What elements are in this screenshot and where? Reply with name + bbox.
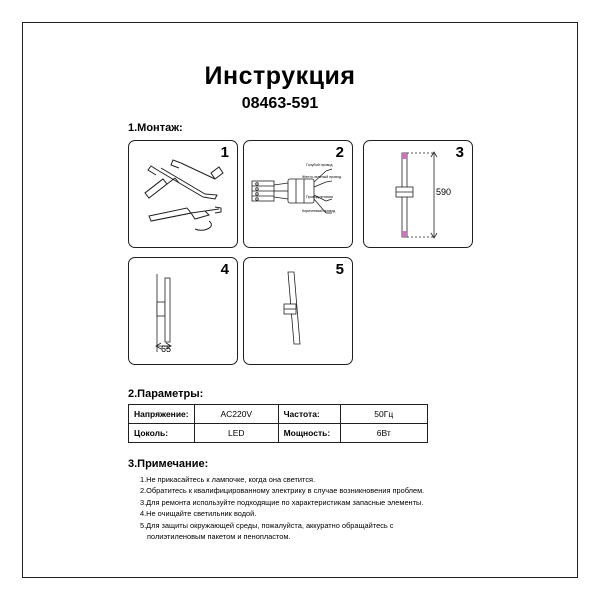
param-key-socket: Цоколь: — [129, 424, 195, 443]
step-number-5: 5 — [335, 261, 344, 278]
table-row — [129, 405, 428, 424]
page-title: Инструкция — [204, 62, 356, 90]
step-panel-2 — [243, 140, 353, 248]
wire-label-power: Провод питания — [306, 195, 333, 199]
model-number: 08463-591 — [241, 95, 319, 112]
table-row — [129, 424, 428, 443]
step-number-1: 1 — [220, 144, 229, 161]
note-item-3: 3.Для ремонта используйте подходящие по характеристикам запасные элементы. — [140, 497, 424, 507]
height-dimension-label: 590 — [436, 187, 452, 197]
note-item-4: 4.Не очищайте светильник водой. — [140, 509, 257, 519]
step-panel-3 — [363, 140, 473, 248]
param-key-frequency: Частота: — [278, 405, 340, 424]
section-heading-parameters: 2.Параметры: — [128, 388, 204, 400]
note-item-1: 1.Не прикасайтесь к лампочке, когда она светится. — [140, 475, 316, 484]
wire-label-yellow-green: Желто-зеленый провод — [302, 175, 342, 179]
step-number-4: 4 — [220, 261, 229, 278]
step-number-3: 3 — [455, 144, 464, 161]
note-item-5: 5.Для защиты окружающей среды, пожалуйста, аккуратно обращайтесь с — [140, 520, 394, 530]
param-key-power: Мощность: — [278, 424, 340, 443]
step-panel-4 — [128, 257, 238, 365]
step-number-2: 2 — [335, 144, 344, 161]
param-value-voltage: AC220V — [194, 405, 278, 424]
note-item-2: 2.Обратитесь к квалифицированному электрику в случае возникновения проблем. — [140, 486, 425, 496]
note-item-5-continued: полиэтиленовым пакетом и пенопластом. — [147, 532, 291, 542]
section-heading-notes: 3.Примечание: — [128, 458, 209, 470]
step-panel-1 — [128, 140, 238, 248]
section-heading-mounting: 1.Монтаж: — [128, 122, 183, 134]
param-value-socket: LED — [194, 424, 278, 443]
width-dimension-label: 65 — [161, 344, 172, 354]
wire-label-blue: Голубой провод — [306, 163, 333, 167]
wire-label-brown: Коричневый провод — [302, 209, 336, 213]
param-key-voltage: Напряжение: — [129, 405, 195, 424]
param-value-frequency: 50Гц — [340, 405, 427, 424]
param-value-power: 6Вт — [340, 424, 427, 443]
step-panel-5 — [243, 257, 353, 365]
parameters-table — [128, 404, 428, 443]
notes-list — [140, 474, 470, 542]
